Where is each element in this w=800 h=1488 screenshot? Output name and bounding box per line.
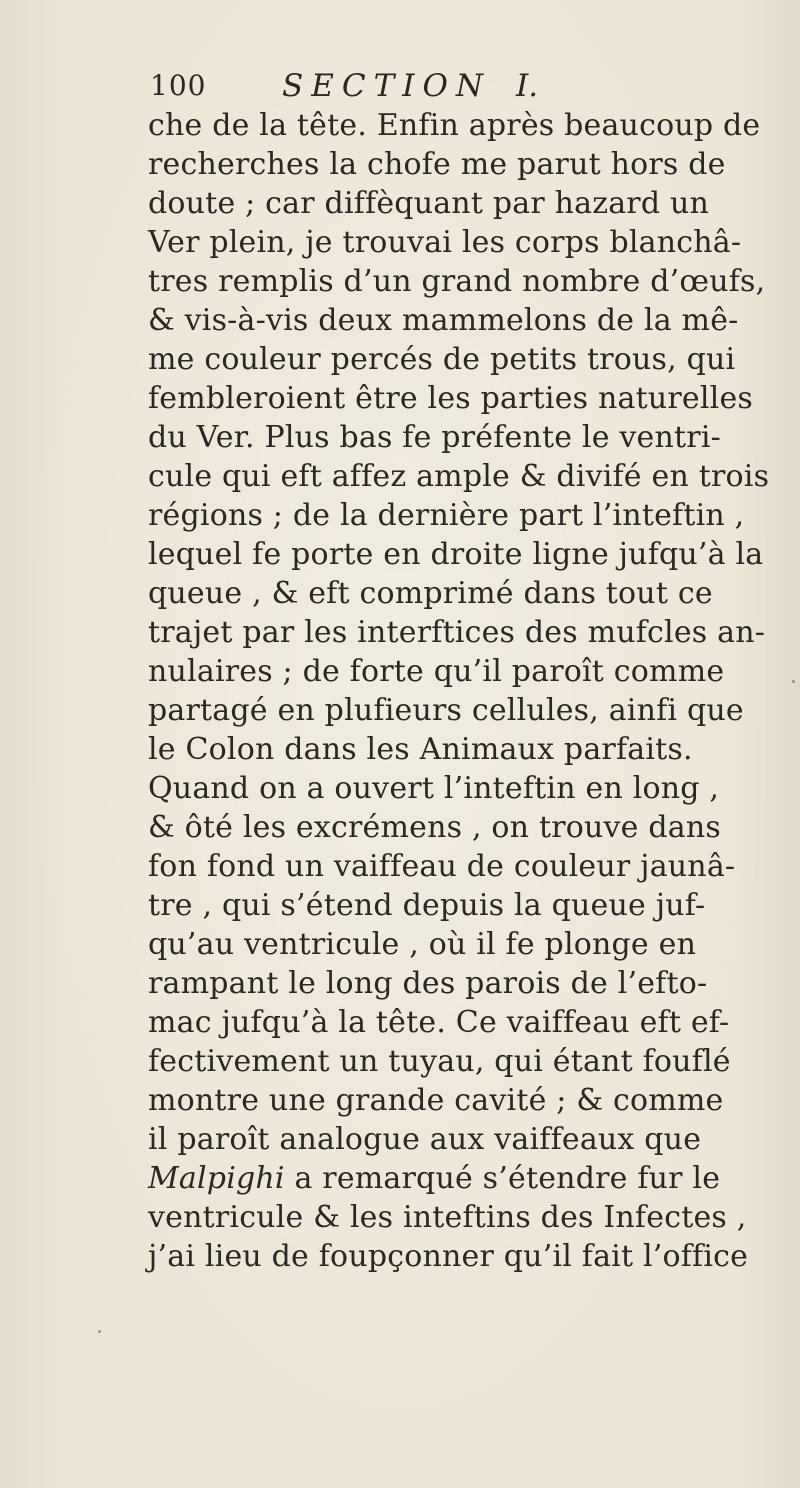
text-line: régions ; de la dernière part l’inteftin , <box>148 498 745 533</box>
section-title: SECTION <box>282 68 492 104</box>
text-line: nulaires ; de forte qu’il paroît comme <box>148 654 725 689</box>
text-line: doute ; car diffèquant par hazard un <box>148 186 710 221</box>
line-remainder: a remarqué s’étendre fur le <box>294 1161 721 1196</box>
text-line: qu’au ventricule , où il fe plonge en <box>148 927 697 962</box>
text-line: me couleur percés de petits trous, qui <box>148 342 736 377</box>
text-line: fectivement un tuyau, qui étant fouflé <box>148 1044 731 1079</box>
text-line: Quand on a ouvert l’inteftin en long , <box>148 771 720 806</box>
text-line: & ôté les excrémens , on trouve dans <box>148 810 721 845</box>
text-line: cule qui eft affez ample & divifé en trois <box>148 459 770 494</box>
text-line: ventricule & les inteftins des Infectes , <box>148 1200 747 1235</box>
text-line: rampant le long des parois de l’efto- <box>148 966 708 1001</box>
text-line: partagé en plufieurs cellules, ainfi que <box>148 693 744 728</box>
text-line: tre , qui s’étend depuis la queue juf- <box>148 888 706 923</box>
text-line: montre une grande cavité ; & comme <box>148 1083 724 1118</box>
paper-speck <box>98 1330 101 1333</box>
text-line: fon fond un vaiffeau de couleur jaunâ- <box>148 849 736 884</box>
running-header <box>150 66 670 106</box>
text-line: du Ver. Plus bas fe préfente le ventri- <box>148 420 721 455</box>
text-line: fembleroient être les parties naturelles <box>148 381 754 416</box>
text-line: lequel fe porte en droite ligne jufqu’à la <box>148 537 764 572</box>
text-line: recherches la chofe me parut hors de <box>148 147 726 182</box>
text-line: le Colon dans les Animaux parfaits. <box>148 732 693 767</box>
text-line: tres remplis d’un grand nombre d’œufs, <box>148 264 766 299</box>
text-line: mac jufqu’à la tête. Ce vaiffeau eft ef- <box>148 1005 730 1040</box>
text-line: & vis-à-vis deux mammelons de la mê- <box>148 303 739 338</box>
section-number: I. <box>516 68 539 104</box>
text-line: che de la tête. Enfin après beaucoup de <box>148 108 761 143</box>
text-line: j’ai lieu de foupçonner qu’il fait l’office <box>148 1239 749 1274</box>
paper-speck <box>792 680 795 683</box>
text-line: queue , & eft comprimé dans tout ce <box>148 576 713 611</box>
page-number: 100 <box>150 69 207 102</box>
italic-name: Malpighi <box>148 1161 285 1196</box>
body-text <box>148 106 788 1276</box>
text-line: il paroît analogue aux vaiffeaux que <box>148 1122 702 1157</box>
text-line: Ver plein, je trouvai les corps blanchâ- <box>148 225 742 260</box>
text-line-with-italic <box>148 1159 788 1198</box>
text-line: trajet par les interftices des mufcles an- <box>148 615 766 650</box>
